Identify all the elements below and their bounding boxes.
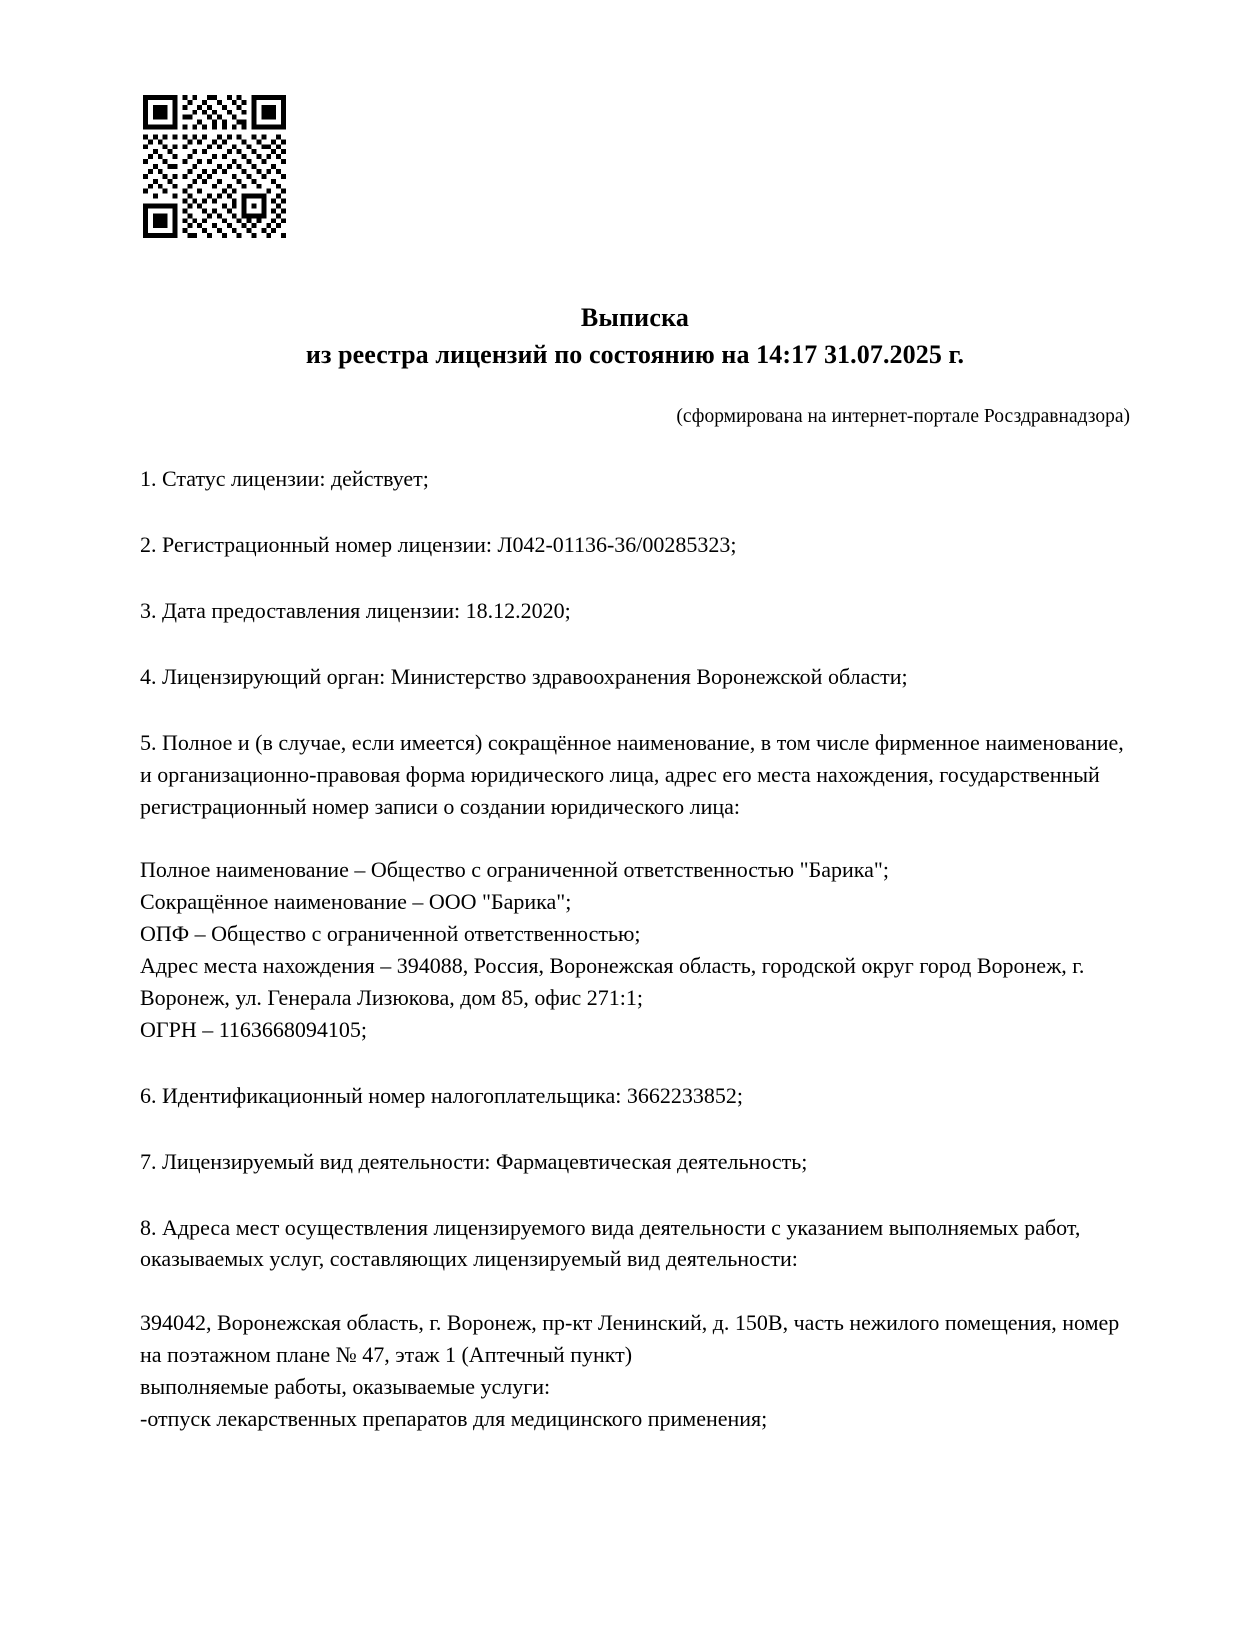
item-registration-number: 2. Регистрационный номер лицензии: Л042-01136-36/00285323; bbox=[140, 532, 737, 558]
entity-short-name: Сокращённое наименование – ООО "Барика"; bbox=[140, 889, 572, 915]
item-activity-type: 7. Лицензируемый вид деятельности: Фармацевтическая деятельность; bbox=[140, 1148, 808, 1174]
item-inn: 6. Идентификационный номер налогоплательщика: 3662233852; bbox=[140, 1082, 743, 1108]
document-title bbox=[140, 300, 1130, 374]
entity-ogrn: ОГРН – 1163668094105; bbox=[140, 1016, 368, 1042]
entity-full-name: Полное наименование – Общество с ограниченной ответственностью "Барика"; bbox=[140, 857, 889, 883]
item-activity-addresses-heading: 8. Адреса мест осуществления лицензируемого вида деятельности с указанием выполняемых работ, оказываемых услуг, составляющих лицензируемый вид деятельности: bbox=[140, 1214, 1081, 1272]
document-body bbox=[140, 300, 1130, 1435]
item-issue-date: 3. Дата предоставления лицензии: 18.12.2020; bbox=[140, 597, 571, 623]
activity-address: 394042, Воронежская область, г. Воронеж, пр-кт Ленинский, д. 150В, часть нежилого помещения, номер на поэтажном плане № 47, этаж 1 (Аптечный пункт) bbox=[140, 1310, 1120, 1368]
activity-works-heading: выполняемые работы, оказываемые услуги: bbox=[140, 1374, 551, 1400]
document-subtitle: (сформирована на интернет-портале Росздравнадзора) bbox=[676, 405, 1130, 427]
entity-legal-form: ОПФ – Общество с ограниченной ответственностью; bbox=[140, 921, 641, 947]
activity-work-item: -отпуск лекарственных препаратов для медицинского применения; bbox=[140, 1405, 768, 1431]
entity-details bbox=[140, 854, 1130, 1045]
title-line-1: Выписка bbox=[580, 303, 690, 332]
item-entity-naming-heading: 5. Полное и (в случае, если имеется) сокращённое наименование, в том числе фирменное наименование, и организационно-правовая форма юридического лица, адрес его места нахождения, государственный регистрационный номер записи о создании юридического лица: bbox=[140, 729, 1124, 819]
qr-code-icon bbox=[143, 95, 286, 238]
activity-address-block bbox=[140, 1307, 1130, 1435]
item-licensing-authority: 4. Лицензирующий орган: Министерство здравоохранения Воронежской области; bbox=[140, 663, 908, 689]
item-status: 1. Статус лицензии: действует; bbox=[140, 466, 429, 492]
entity-address: Адрес места нахождения – 394088, Россия, Воронежская область, городской округ город Воронеж, г. Воронеж, ул. Генерала Лизюкова, дом 85, офис 271:1; bbox=[140, 953, 1085, 1010]
title-line-2: из реестра лицензий по состоянию на 14:17 31.07.2025 г. bbox=[305, 339, 965, 369]
